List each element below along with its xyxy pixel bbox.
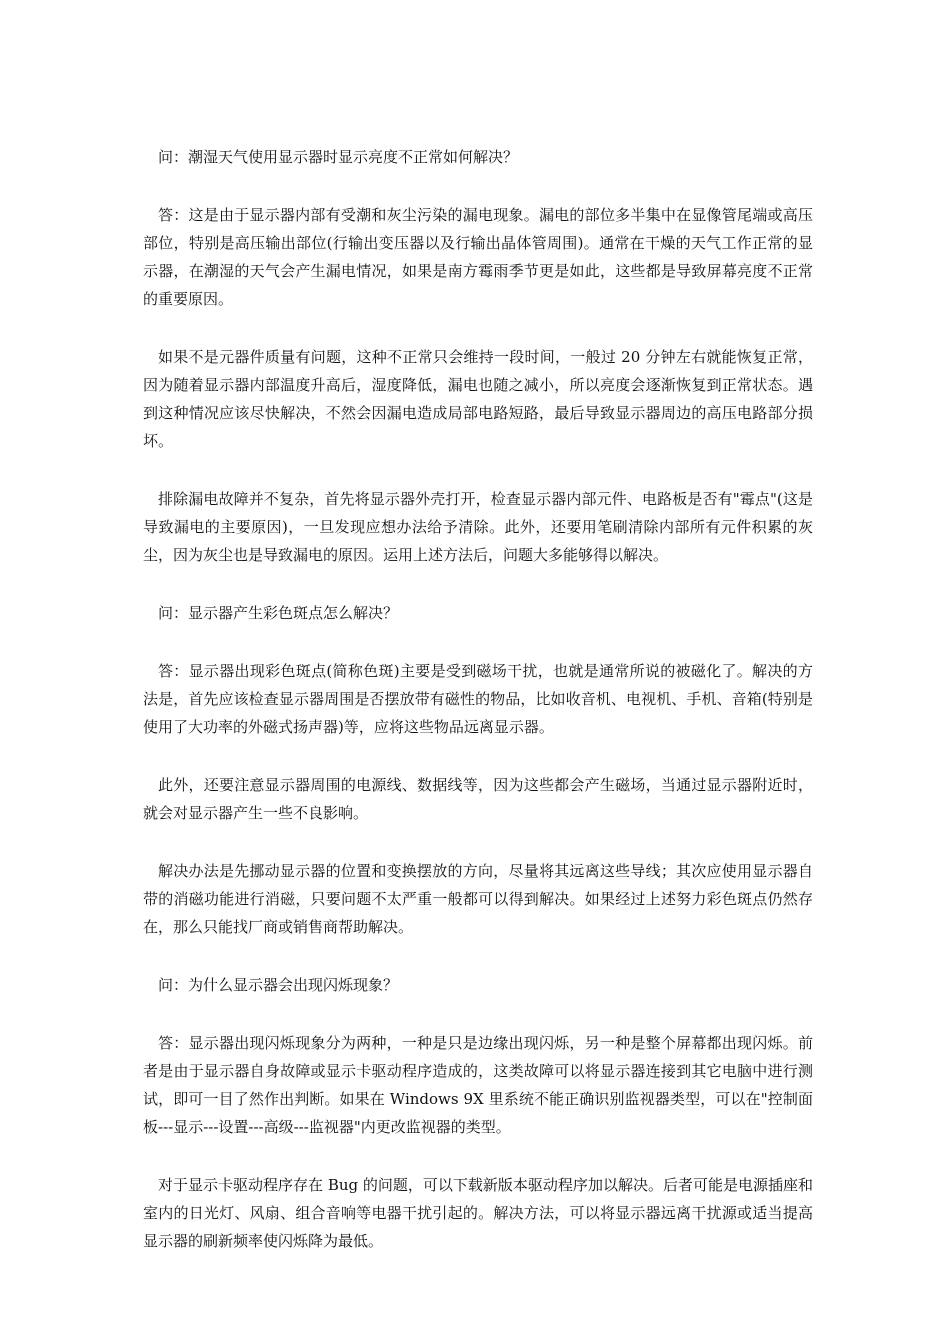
answer-paragraph: 答：这是由于显示器内部有受潮和灰尘污染的漏电现象。漏电的部位多半集中在显像管尾端或高压部位，特别是高压输出部位(行输出变压器以及行输出晶体管周围)。通常在干燥的天气工作正常的显示器，在潮湿的天气会产生漏电情况，如果是南方霉雨季节更是如此，这些都是导致屏幕亮度不正常的重要原因。 xyxy=(143,206,813,308)
body-paragraph: 排除漏电故障并不复杂，首先将显示器外壳打开，检查显示器内部元件、电路板是否有"霉点"(这是导致漏电的主要原因)，一旦发现应想办法给予清除。此外，还要用笔刷清除内部所有元件积累的灰尘，因为灰尘也是导致漏电的原因。运用上述方法后，问题大多能够得以解决。 xyxy=(143,490,813,564)
answer-paragraph: 答：显示器出现闪烁现象分为两种，一种是只是边缘出现闪烁，另一种是整个屏幕都出现闪烁。前者是由于显示器自身故障或显示卡驱动程序造成的，这类故障可以将显示器连接到其它电脑中进行测试，即可一目了然作出判断。如果在 Windows 9X 里系统不能正确识别监视器类型，可以在"控制面板---显示---设置---高级---监视器"内更改监视器的类型。 xyxy=(143,1034,813,1136)
question-paragraph: 问：为什么显示器会出现闪烁现象？ xyxy=(158,976,399,994)
body-paragraph: 对于显示卡驱动程序存在 Bug 的问题，可以下载新版本驱动程序加以解决。后者可能是电源插座和室内的日光灯、风扇、组合音响等电器干扰引起的。解决方法，可以将显示器远离干扰源或适当提高显示器的刷新频率使闪烁降为最低。 xyxy=(143,1176,813,1250)
question-paragraph: 问：显示器产生彩色斑点怎么解决？ xyxy=(158,604,399,622)
article-body xyxy=(143,143,813,1285)
body-paragraph: 解决办法是先挪动显示器的位置和变换摆放的方向，尽量将其远离这些导线；其次应使用显示器自带的消磁功能进行消磁，只要问题不太严重一般都可以得到解决。如果经过上述努力彩色斑点仍然存在，那么只能找厂商或销售商帮助解决。 xyxy=(143,862,813,936)
body-paragraph: 此外，还要注意显示器周围的电源线、数据线等，因为这些都会产生磁场，当通过显示器附近时，就会对显示器产生一些不良影响。 xyxy=(143,776,813,822)
body-paragraph: 如果不是元器件质量有问题，这种不正常只会维持一段时间，一般过 20 分钟左右就能恢复正常，因为随着显示器内部温度升高后，湿度降低，漏电也随之减小，所以亮度会逐渐恢复到正常状态。遇到这种情况应该尽快解决，不然会因漏电造成局部电路短路，最后导致显示器周边的高压电路部分损坏。 xyxy=(143,348,813,450)
question-paragraph: 问：潮湿天气使用显示器时显示亮度不正常如何解决？ xyxy=(158,148,519,166)
answer-paragraph: 答：显示器出现彩色斑点(简称色斑)主要是受到磁场干扰，也就是通常所说的被磁化了。解决的方法是，首先应该检查显示器周围是否摆放带有磁性的物品，比如收音机、电视机、手机、音箱(特别是使用了大功率的外磁式扬声器)等，应将这些物品远离显示器。 xyxy=(143,662,813,736)
